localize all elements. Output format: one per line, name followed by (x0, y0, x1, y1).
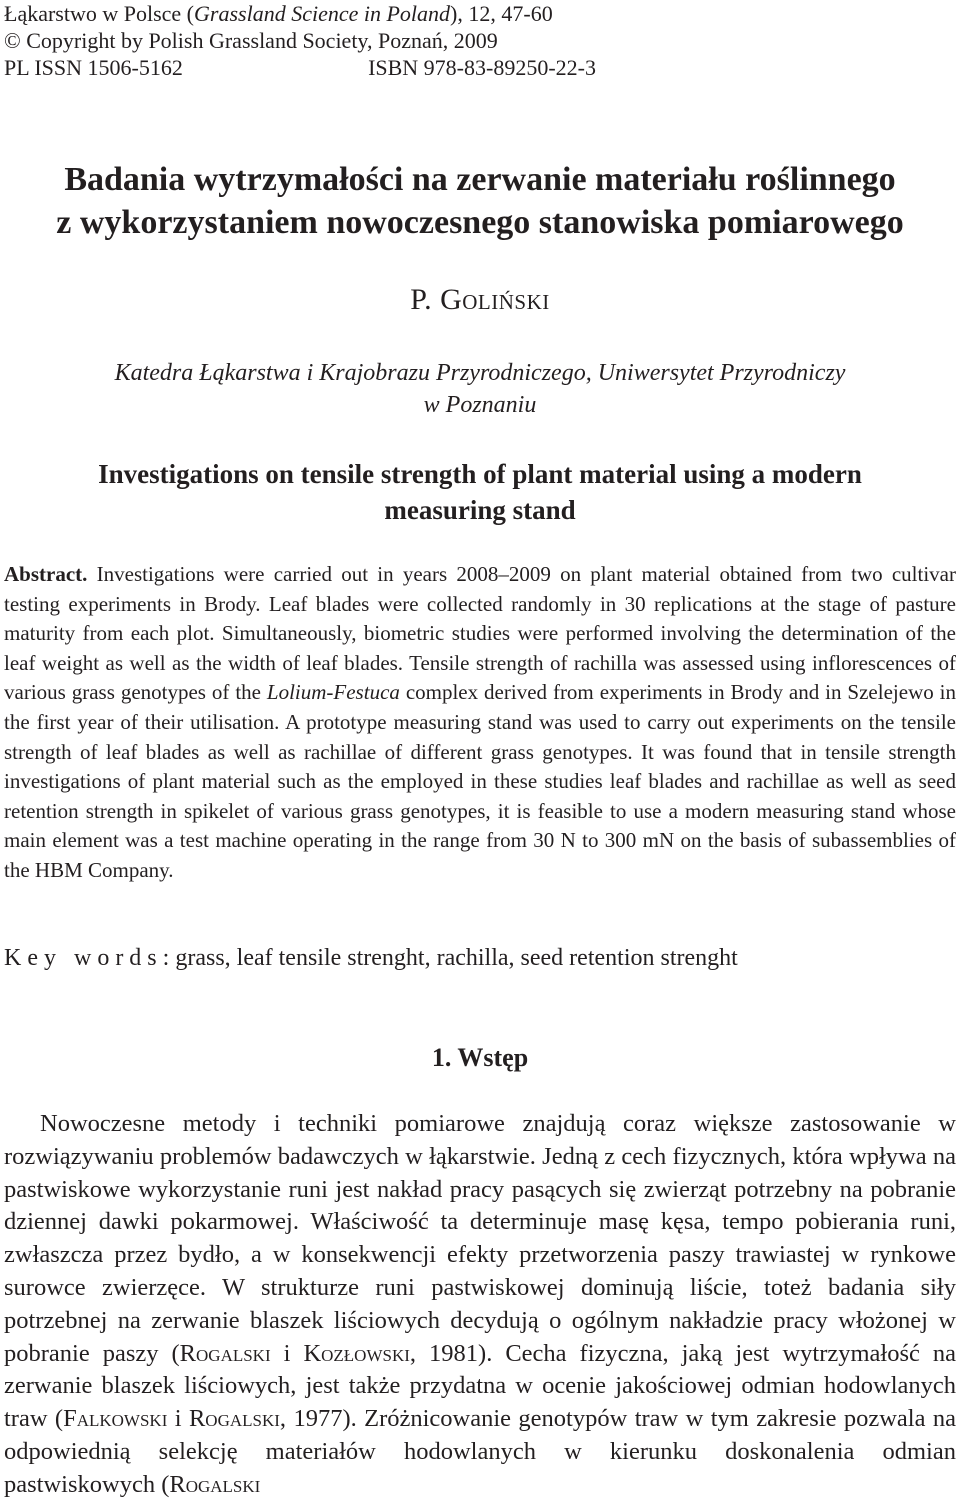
title-polish-line-1: Badania wytrzymałości na zerwanie materiału roślinnego (64, 161, 896, 198)
title-english-line-1: Investigations on tensile strength of plant material using a modern (98, 459, 862, 489)
journal-name: Łąkarstwo w Polsce ( (4, 1, 195, 26)
intro-text-3: , 1981). Cecha fizyczna, jaką jest wytrzymałość na zerwanie blaszek liściowych, jest także przydatna w ocenie jakościowej odmian hodowlanych traw ( (4, 1339, 957, 1433)
isbn: ISBN 978-83-89250-22-3 (368, 55, 596, 80)
author-initial: P. (410, 283, 441, 316)
abstract (4, 560, 956, 886)
affiliation (0, 357, 960, 421)
citation-author: Rogalski (179, 1339, 271, 1367)
affiliation-line-1: Katedra Łąkarstwa i Krajobrazu Przyrodniczego, Uniwersytet Przyrodniczy (114, 360, 846, 386)
intro-text-4: i (167, 1405, 189, 1433)
abstract-species: Lolium-Festuca (266, 680, 400, 705)
journal-english-name: Grassland Science in Poland (194, 1, 451, 26)
introduction-paragraph (4, 1108, 956, 1502)
keywords-label: Key words (4, 945, 163, 971)
title-polish-line-2: z wykorzystaniem nowoczesnego stanowiska pomiarowego (56, 204, 904, 241)
issn-isbn-row (4, 54, 596, 81)
author-surname: Goliński (440, 283, 550, 316)
issn: PL ISSN 1506-5162 (4, 55, 183, 80)
affiliation-line-2: w Poznaniu (423, 392, 537, 418)
section-heading: 1. Wstęp (431, 1043, 529, 1072)
author (0, 280, 960, 320)
copyright-line: © Copyright by Polish Grassland Society, Poznań, 2009 (4, 28, 498, 53)
citation-author: Rogalski (188, 1405, 280, 1433)
keywords-colon: : (162, 945, 170, 971)
citation-author: Rogalski (169, 1470, 261, 1498)
title-english (0, 456, 960, 528)
intro-text-5: , 1977). Zróżnicowanie genotypów traw w tym zakresie pozwala na odpowiednią selekcję materiałów hodowlanych w kierunku doskonalenia odmian pastwiskowych ( (4, 1405, 956, 1498)
abstract-label: Abstract. (4, 562, 88, 586)
abstract-text-1: Investigations were carried out in years 2008–2009 on plant material obtained from two cultivar testing experiments in Brody. Leaf blades were collected randomly in 30 replications at the stage of pasture maturity from each plot. Simultaneously, biometric studies were performed involving the determination of the leaf weight as well as the width of leaf blades. Tensile strength of rachilla was assessed using inflorescences of various grass genotypes of the (4, 562, 956, 705)
journal-volume-pages: ), 12, 47-60 (450, 1, 553, 26)
journal-citation (4, 0, 644, 27)
title-english-line-2: measuring stand (384, 495, 576, 525)
abstract-text-2: complex derived from experiments in Brody and in Szelejewo in the first year of their utilisation. A prototype measuring stand was used to carry out experiments on the tensile strength of leaf blades as well as rachillae of different grass genotypes. It was found that in tensile strength investigations of plant material such as the employed in these studies leaf blades and rachillae as well as seed retention strength in spikelet of various grass genotypes, it is feasible to use a modern measuring stand whose main element was a test machine operating in the range from 30 N to 300 mN on the basis of subassemblies of the HBM Company. (4, 680, 956, 882)
keywords (4, 942, 956, 974)
citation-author: Kozłowski (303, 1339, 410, 1367)
title-polish (0, 158, 960, 244)
intro-text-2: i (270, 1339, 304, 1367)
intro-text-1: Nowoczesne metody i techniki pomiarowe znajdują coraz większe zastosowanie w rozwiązywaniu problemów badawczych w łąkarstwie. Jedną z cech fizycznych, która wpływa na pastwiskowe wykorzystanie runi jest nakład pracy pasących się zwierząt potrzebny na pobranie dziennej dawki pokarmowej. Właściwość ta determinuje masę kęsa, tempo pobierania runi, zwłaszcza przez bydło, a w konsekwencji efekty przetworzenia paszy trawiastej w rynkowe surowce zwierzęce. W strukturze runi pastwiskowej dominują liście, toteż badania siły potrzebnej na zerwanie blaszek liściowych decydują o ogólnym nakładzie pracy włożonej w pobranie paszy ( (4, 1110, 956, 1367)
citation-author: Falkowski (63, 1405, 168, 1433)
keywords-text: grass, leaf tensile strenght, rachilla, seed retention strenght (169, 945, 738, 971)
journal-header (4, 0, 644, 81)
